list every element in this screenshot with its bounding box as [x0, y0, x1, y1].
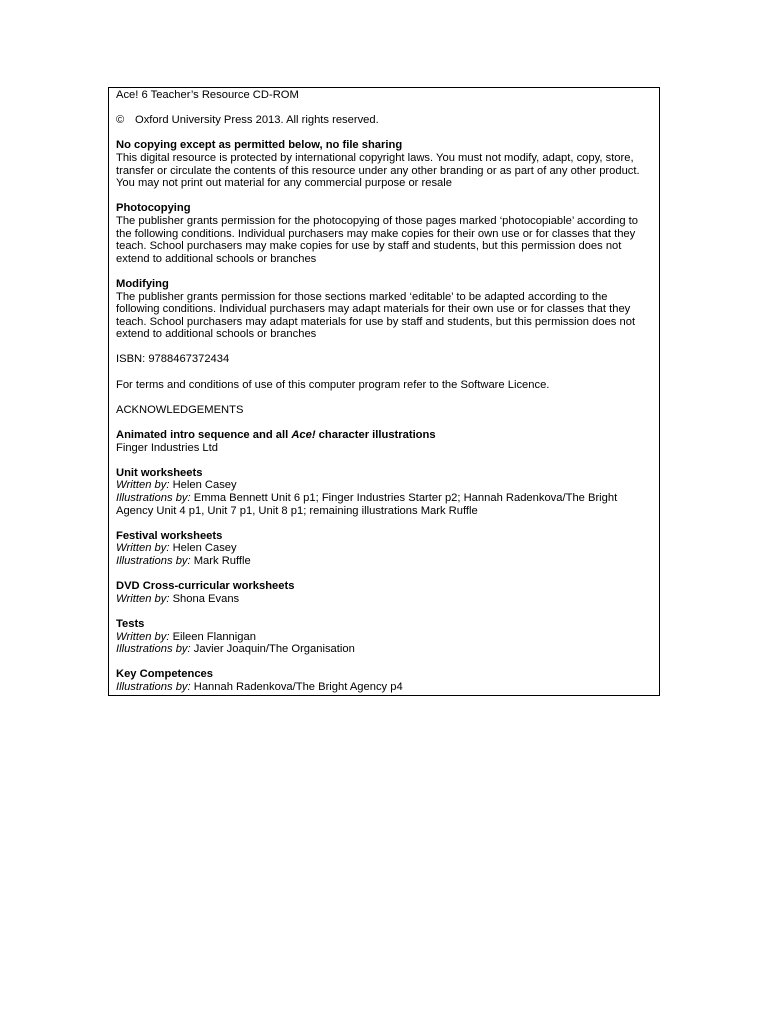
illustrations-by-value: Mark Ruffle: [190, 554, 251, 567]
tests-heading: Tests: [116, 617, 145, 630]
dvd-worksheets-heading: DVD Cross-curricular worksheets: [116, 580, 295, 593]
festival-worksheets-illustrations: [116, 555, 652, 568]
tests-illustrations: [116, 643, 652, 656]
illustrations-by-label: Illustrations by:: [116, 554, 191, 567]
illustrations-by-value: Hannah Radenkova/The Bright Agency p4: [190, 680, 403, 693]
photocopying-body: The publisher grants permission for the photocopying of those pages marked ‘photocopiable’ according to the following conditions. Individual purchasers may make copies for their own use or for classes that they teach. School purchasers may make copies for use by staff and students, but this permission does not extend to additional schools or branches: [116, 214, 638, 265]
animated-intro-credit: Finger Industries Ltd: [116, 441, 218, 454]
illustrations-by-value: Emma Bennett Unit 6 p1; Finger Industries Starter p2; Hannah Radenkova/The Bright Agency Unit 4 p1, Unit 7 p1, Unit 8 p1; remaining illustrations Mark Ruffle: [116, 492, 618, 517]
written-by-label: Written by:: [116, 592, 170, 605]
written-by-value: Helen Casey: [169, 479, 237, 492]
unit-worksheets-illustrations: [116, 492, 652, 517]
illustrations-by-label: Illustrations by:: [116, 492, 191, 504]
no-copying-section: [116, 139, 652, 189]
unit-worksheets-section: [116, 467, 652, 517]
unit-worksheets-heading: Unit worksheets: [116, 466, 203, 479]
festival-worksheets-section: [116, 530, 652, 568]
written-by-label: Written by:: [116, 542, 170, 555]
animated-intro-heading: [116, 429, 652, 442]
illustrations-by-label: Illustrations by:: [116, 680, 191, 693]
written-by-label: Written by:: [116, 630, 170, 643]
unit-worksheets-written: [116, 479, 652, 492]
modifying-section: [116, 278, 652, 341]
festival-worksheets-written: [116, 542, 652, 555]
no-copying-body: This digital resource is protected by international copyright laws. You must not modify, adapt, copy, store, transfer or circulate the contents of this resource under any other branding or as part of any other product. You may not print out material for any commercial purpose or resale: [116, 151, 640, 190]
resource-title: Ace! 6 Teacher’s Resource CD-ROM: [116, 89, 299, 101]
animated-heading-post: character illustrations: [315, 429, 436, 442]
modifying-body: The publisher grants permission for those sections marked ‘editable’ to be adapted according to the following conditions. Individual purchasers may adapt materials for their own use or for classes that they teach. School purchasers may adapt materials for use by staff and students, but this permission does not extend to additional schools or branches: [116, 290, 636, 341]
animated-intro-section: [116, 429, 652, 454]
photocopying-section: [116, 202, 652, 265]
festival-worksheets-heading: Festival worksheets: [116, 529, 223, 542]
written-by-value: Eileen Flannigan: [169, 630, 256, 643]
animated-heading-pre: Animated intro sequence and all: [116, 429, 292, 442]
key-competences-heading: Key Competences: [116, 668, 213, 681]
animated-heading-ace: Ace!: [291, 429, 316, 442]
isbn: ISBN: 9788467372434: [116, 353, 230, 366]
illustrations-by-value: Javier Joaquin/The Organisation: [190, 643, 355, 656]
tests-section: [116, 618, 652, 656]
key-competences-section: [116, 668, 652, 693]
photocopying-heading: Photocopying: [116, 202, 191, 215]
copyright-symbol: ©: [116, 114, 125, 127]
terms-text: For terms and conditions of use of this computer program refer to the Software Licence.: [116, 378, 550, 391]
no-copying-heading: No copying except as permitted below, no file sharing: [116, 139, 403, 152]
written-by-value: Shona Evans: [169, 592, 240, 605]
tests-written: [116, 631, 652, 644]
dvd-worksheets-section: [116, 580, 652, 605]
acknowledgements-heading: ACKNOWLEDGEMENTS: [116, 403, 244, 416]
copyright-notice-box: [108, 87, 660, 696]
written-by-value: Helen Casey: [169, 542, 237, 555]
copyright-text: Oxford University Press 2013. All rights reserved.: [135, 114, 379, 127]
modifying-heading: Modifying: [116, 277, 169, 290]
written-by-label: Written by:: [116, 479, 170, 492]
key-competences-illustrations: [116, 681, 652, 694]
dvd-worksheets-written: [116, 593, 652, 606]
copyright-line: [116, 114, 652, 127]
illustrations-by-label: Illustrations by:: [116, 643, 191, 656]
